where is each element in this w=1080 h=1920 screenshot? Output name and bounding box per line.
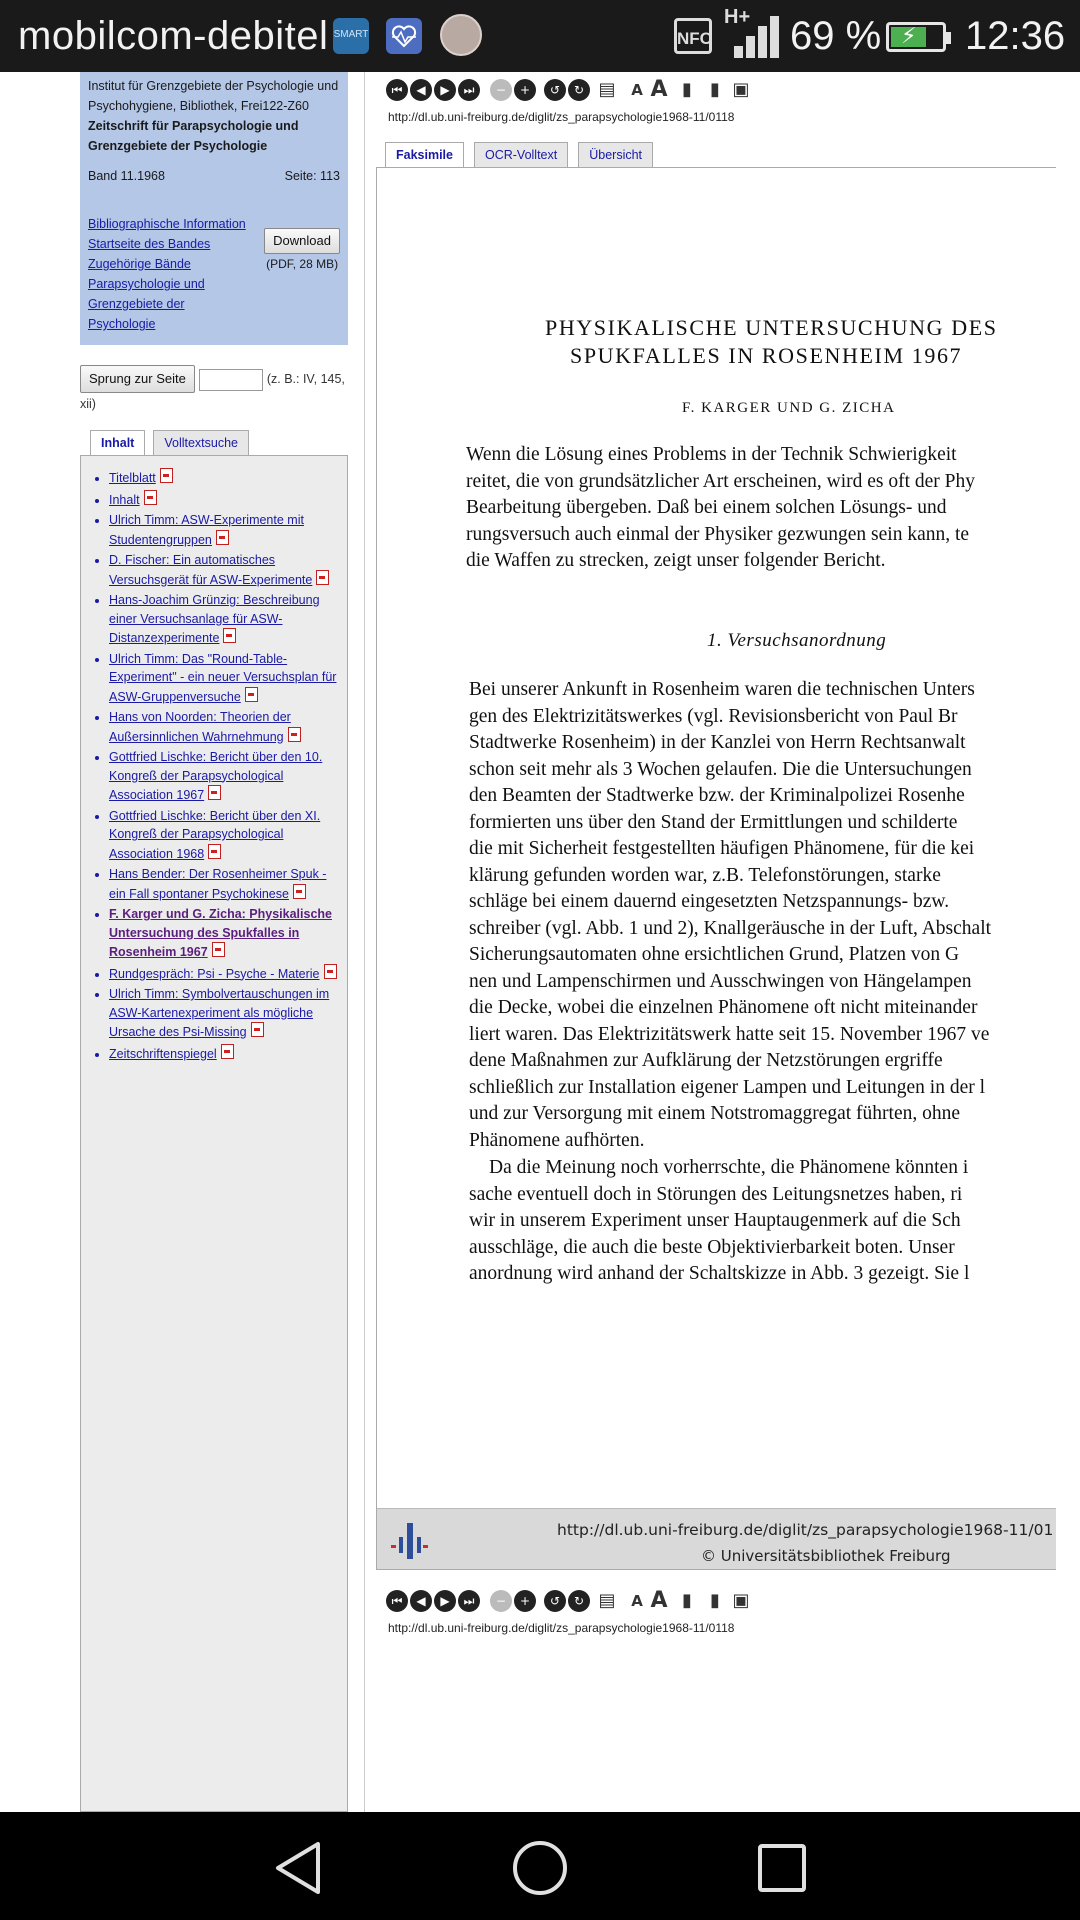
zoom-in-icon[interactable]: + [514,1590,536,1612]
toc-item [109,905,341,962]
zoom-in-icon[interactable]: + [514,79,536,101]
article-title-line: PHYSIKALISCHE UNTERSUCHUNG DES [545,315,998,340]
viewer-toolbar-top [386,79,826,105]
zoom-out-icon[interactable]: − [490,1590,512,1612]
last-page-icon[interactable]: ⏭ [458,79,480,101]
text-line: schließlich zur Installation eigener Lampen und Leitungen in der l [469,1076,986,1098]
viewer-footer [377,1508,1056,1570]
pdf-icon[interactable] [212,942,225,957]
download-area [264,228,340,274]
clock: 12:36 [965,14,1066,58]
toc-link[interactable]: D. Fischer: Ein automatisches Versuchsgerät für ASW-Experimente [109,553,313,587]
text-line: die Waffen zu strecken, zeigt unser folgender Bericht. [466,550,886,571]
text-line: und zur Versorgung mit einem Notstromaggregat führten, ohne [469,1103,961,1124]
fullscreen-icon[interactable]: ▣ [732,1590,750,1611]
pdf-icon[interactable] [316,570,329,585]
text-line: Phänomene aufhörten. [469,1129,645,1151]
toc-item [109,865,341,903]
pdf-icon[interactable] [293,884,306,899]
footer-url: http://dl.ub.uni-freiburg.de/diglit/zs_parapsychologie1968-11/01 [557,1521,1054,1539]
section-heading: 1. Versuchsanordnung [707,630,887,651]
contact-avatar-icon [440,14,482,56]
first-page-icon[interactable]: ⏮ [386,1590,408,1612]
text-line: ausschläge, die auch die beste Objektivierbarkeit boten. Unser [469,1236,955,1258]
zoom-out-icon[interactable]: − [490,79,512,101]
previous-page-icon[interactable]: ◀ [410,79,432,101]
article-title [545,314,1056,370]
jump-page-input[interactable] [199,369,263,391]
toc-item [109,591,341,648]
text-line: reitet, die von grundsätzlicher Art erscheinen, wird es oft der Phy [466,470,976,492]
pdf-icon[interactable] [216,530,229,545]
double-page-icon[interactable]: ▮ [710,79,720,100]
body-paragraph [469,677,1056,1154]
text-line: schläge bei einem dauernd eingesetzten Netzspannungs- bzw. [469,891,950,912]
volume-links [88,214,253,334]
download-button[interactable]: Download [264,228,340,254]
battery-percent: 69 % [790,14,882,58]
viewer-toolbar-bottom [386,1590,826,1616]
nfc-icon: NFC [674,18,712,54]
text-line: liert waren. Das Elektrizitätswerk hatte seit 15. November 1967 ve [469,1023,990,1045]
toc-link[interactable]: Zeitschriftenspiegel [109,1046,217,1061]
volume-info-box [80,72,348,345]
navigation-bar [0,1812,1080,1920]
toc-link[interactable]: Hans von Noorden: Theorien der Außersinnlichen Wahrnehmung [109,710,291,744]
print-icon[interactable]: ▤ [598,1590,616,1611]
toc-link[interactable]: Hans Bender: Der Rosenheimer Spuk - ein Fall spontaner Psychokinese [109,867,327,901]
rotate-right-icon[interactable]: ↻ [568,79,590,101]
last-page-icon[interactable]: ⏭ [458,1590,480,1612]
text-line: klärung gefunden worden war, z.B. Telefonstörungen, starke [469,864,941,886]
network-type-label: H+ [724,6,751,28]
toc-item [109,511,341,549]
home-icon[interactable] [510,1838,570,1898]
footer-copyright: © Universitätsbibliothek Freiburg [701,1547,951,1565]
article-authors: F. KARGER UND G. ZICHA [682,400,896,416]
toc-item [109,551,341,589]
text-line: rungsversuch auch einmal der Physiker gezwungen sein kann, te [466,523,970,545]
text-line: Bei unserer Ankunft in Rosenheim waren die technischen Unters [469,679,975,700]
signal-strength-icon [726,14,782,58]
facsimile-viewer[interactable] [376,167,1056,1570]
university-library-logo-icon [389,1521,429,1561]
text-line: Wenn die Lösung eines Problems in der Technik Schwierigkeit [466,444,957,465]
text-larger-icon[interactable]: A [650,1588,668,1613]
related-volumes-link[interactable]: Zugehörige Bände [88,257,191,271]
text-line: Bearbeitung übergeben. Daß bei einem solchen Lösungs- und [466,497,947,518]
bibliographic-info-link[interactable]: Bibliographische Information [88,217,246,231]
pdf-icon[interactable] [288,727,301,742]
health-app-icon [386,18,422,54]
page-url-bottom[interactable]: http://dl.ub.uni-freiburg.de/diglit/zs_parapsychologie1968-11/0118 [388,1621,735,1635]
pdf-icon[interactable] [324,964,337,979]
smart-app-icon [333,18,369,54]
sidebar-tabs [90,430,257,456]
pdf-icon[interactable] [160,468,173,483]
toc-link[interactable]: F. Karger und G. Zicha: Physikalische Untersuchung des Spukfalles in Rosenheim 1967 [109,907,332,959]
text-line: die mit Sicherheit festgestellten häufigen Phänomene, für die kei [469,838,975,859]
tab-facsimile[interactable]: Faksimile [385,142,464,167]
intro-paragraph [466,442,1056,575]
pdf-icon[interactable] [144,490,157,505]
text-line: die Decke, wobei die einzelnen Phänomene oft nicht miteinander [469,997,978,1018]
page-url-top[interactable]: http://dl.ub.uni-freiburg.de/diglit/zs_parapsychologie1968-11/0118 [388,110,735,124]
text-smaller-icon[interactable]: A [631,81,643,99]
toc-link[interactable]: Gottfried Lischke: Bericht über den XI. Kongreß der Parapsychological Association 1968 [109,808,321,861]
rotate-right-icon[interactable]: ↻ [568,1590,590,1612]
back-icon[interactable] [270,1838,330,1898]
toc-item [109,964,341,984]
single-page-icon[interactable]: ▮ [682,1590,692,1611]
rotate-left-icon[interactable]: ↺ [544,79,566,101]
scanned-page [377,168,1056,1508]
toc-link[interactable]: Hans-Joachim Grünzig: Beschreibung einer Versuchsanlage für ASW-Distanzexperimente [109,593,320,645]
double-page-icon[interactable]: ▮ [710,1590,720,1611]
toc-link[interactable]: Ulrich Timm: Das "Round-Table-Experiment" - ein neuer Versuchsplan für ASW-Gruppenversuche [109,651,337,704]
toc-item [109,650,341,707]
text-line: schon seit mehr als 3 Wochen gelaufen. Die die Untersuchungen [469,758,972,780]
status-bar [0,0,1080,72]
download-info: (PDF, 28 MB) [266,257,339,271]
toc-link[interactable]: Ulrich Timm: Symbolvertauschungen im ASW-Kartenexperiment als mögliche Ursache des Psi-Missing [109,987,330,1039]
text-line: sache eventuell doch in Störungen des Leitungsnetzes haben, ri [469,1183,963,1205]
toc-link[interactable]: Ulrich Timm: ASW-Experimente mit Studentengruppen [109,513,304,547]
text-line: dene Maßnahmen zur Aufklärung der Netzstörungen ergriffe [469,1050,943,1071]
text-line: den Beamten der Stadtwerke bzw. der Kriminalpolizei Rosenhe [469,785,965,806]
article-title-line: SPUKFALLES IN ROSENHEIM 1967 [570,343,963,368]
tab-contents[interactable]: Inhalt [90,430,145,455]
tab-ocr-fulltext[interactable]: OCR-Volltext [474,142,568,167]
jump-to-page-button[interactable]: Sprung zur Seite [80,365,195,393]
fullscreen-icon[interactable]: ▣ [732,79,750,100]
text-line: anordnung wird anhand der Schaltskizze in Abb. 3 gezeigt. Sie l [469,1263,970,1284]
viewer-tabs [385,142,663,168]
pdf-icon[interactable] [245,687,258,702]
toc-link[interactable]: Rundgespräch: Psi - Psyche - Materie [109,966,320,981]
toc-item [109,708,341,746]
collection-link[interactable]: Parapsychologie und Grenzgebiete der Psychologie [88,277,205,331]
jump-hint: (z. B.: IV, 145, xii) [80,372,345,411]
pdf-icon[interactable] [223,628,236,643]
pdf-icon[interactable] [251,1022,264,1037]
previous-page-icon[interactable]: ◀ [410,1590,432,1612]
toc-link[interactable]: Inhalt [109,492,140,507]
toc-item [109,490,341,510]
tab-fulltext-search[interactable]: Volltextsuche [153,430,249,455]
sidebar [0,72,360,1812]
column-divider [364,72,365,1812]
journal-title: Zeitschrift für Parapsychologie und Grenzgebiete der Psychologie [88,119,299,153]
print-icon[interactable]: ▤ [598,79,616,100]
battery-charging-icon: ⚡ [886,22,946,52]
text-line: Da die Meinung noch vorherrschte, die Phänomene könnten i [489,1157,969,1178]
pdf-icon[interactable] [208,785,221,800]
volume-label: Band 11.1968 [88,169,165,183]
text-smaller-icon[interactable]: A [631,1592,643,1610]
toc-link[interactable]: Titelblatt [109,471,156,485]
page-label: Seite: 113 [284,169,340,183]
toc-item [109,807,341,864]
tab-overview[interactable]: Übersicht [578,142,653,167]
single-page-icon[interactable]: ▮ [682,79,692,100]
text-line: formierten uns über den Stand der Ermittlungen und schilderte [469,811,958,833]
toc-link[interactable]: Gottfried Lischke: Bericht über den 10. Kongreß der Parapsychological Association 1967 [109,750,323,802]
smart-app-icon-label: SMART [333,29,369,40]
carrier-name: mobilcom-debitel [18,14,329,58]
toc-item [109,985,341,1042]
institution-text: Institut für Grenzgebiete der Psychologie und Psychohygiene, Bibliothek, Frei122-Z60 [88,79,339,113]
table-of-contents [80,455,348,1812]
body-paragraph-2 [469,1155,1056,1288]
toc-item [109,748,341,805]
text-line: Sicherungsautomaten ohne ersichtlichen Grund, Platzen von G [469,944,960,965]
page-jump [80,365,360,415]
text-line: schreiber (vgl. Abb. 1 und 2), Knallgeräusche in der Luft, Abschalt [469,917,992,939]
toc-item [109,1044,341,1064]
text-line: nen und Lampenschirmen und Ausschwingen von Hängelampen [469,970,972,992]
next-page-icon[interactable]: ▶ [434,79,456,101]
volume-start-link[interactable]: Startseite des Bandes [88,237,211,251]
rotate-left-icon[interactable]: ↺ [544,1590,566,1612]
toc-item [109,468,341,488]
pdf-icon[interactable] [221,1044,234,1059]
text-line: Stadtwerke Rosenheim) in der Kanzlei von Herrn Rechtsanwalt [469,732,966,753]
text-line: gen des Elektrizitätswerkes (vgl. Revisionsbericht von Paul Br [469,705,958,727]
first-page-icon[interactable]: ⏮ [386,79,408,101]
recent-apps-icon[interactable] [752,1838,812,1898]
text-larger-icon[interactable]: A [650,77,668,102]
next-page-icon[interactable]: ▶ [434,1590,456,1612]
text-line: wir in unserem Experiment unser Hauptaugenmerk auf die Sch [469,1210,961,1231]
pdf-icon[interactable] [208,844,221,859]
